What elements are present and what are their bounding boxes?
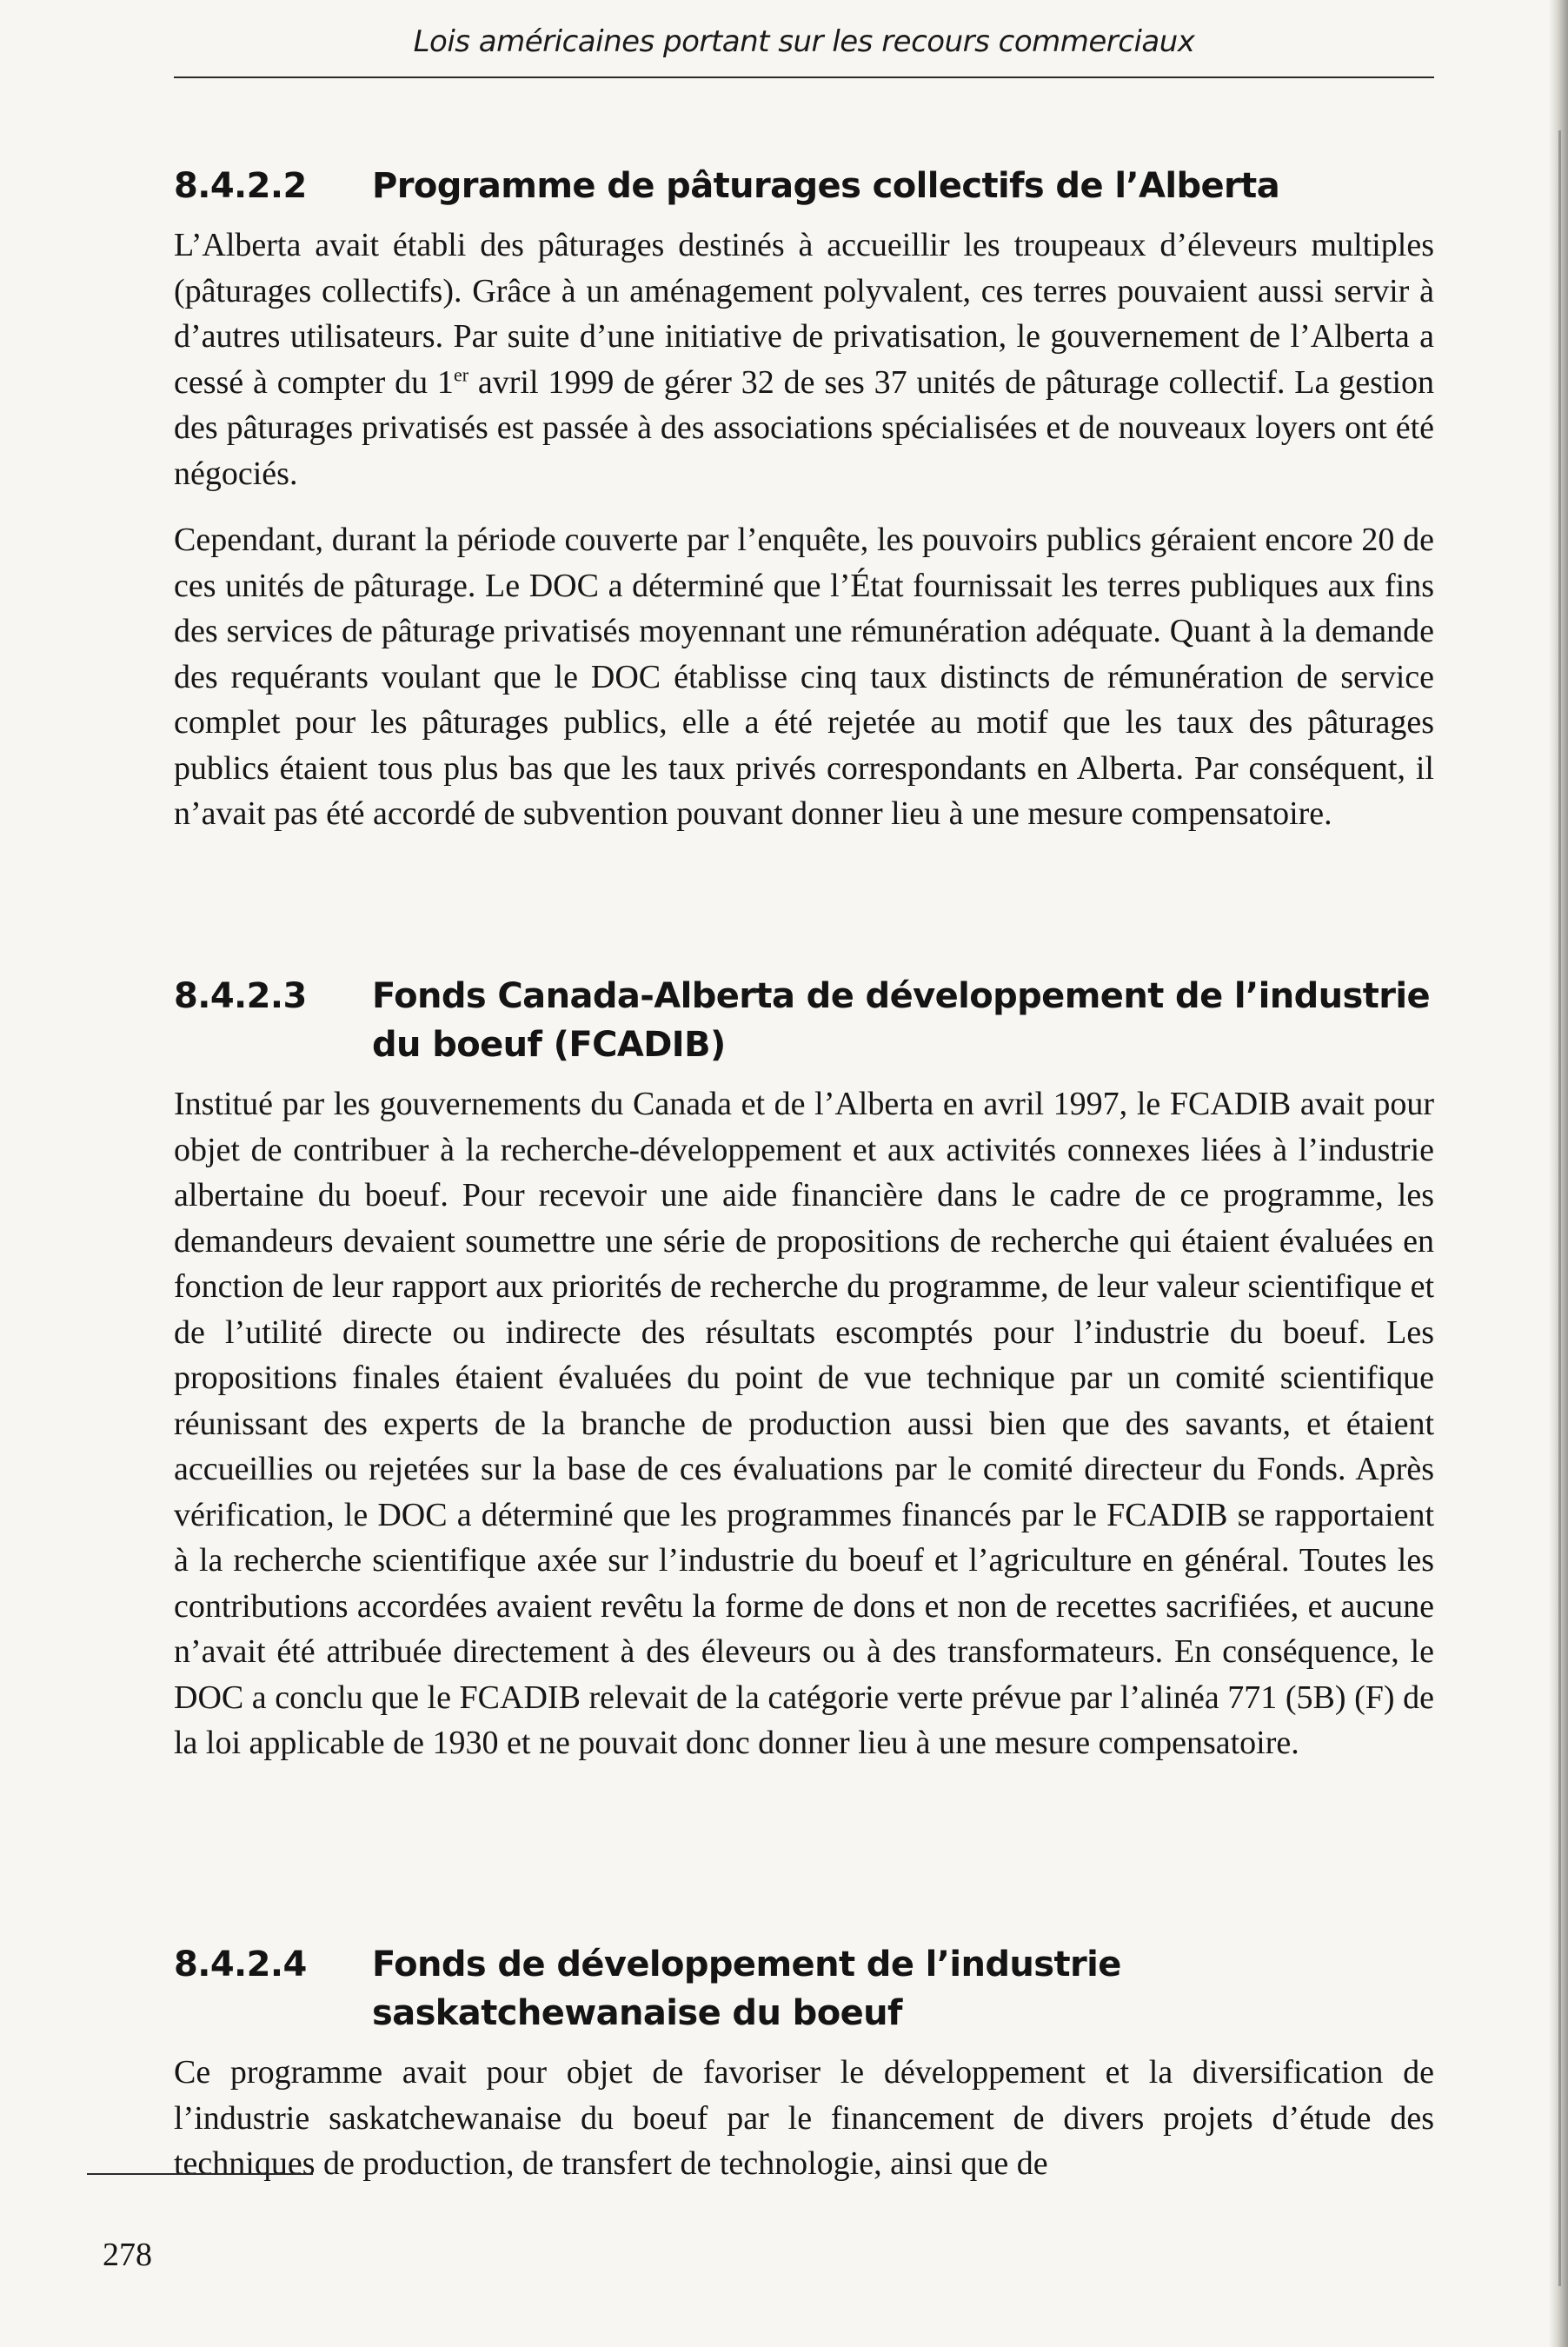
paragraph [174,223,1434,496]
section-number: 8.4.2.3 [174,976,307,1016]
paragraph: Cependant, durant la période couverte par l’enquête, les pouvoirs publics géraient encore 20 de ces unités de pâturage. Le DOC a déterminé que l’État fournissait les terres publiques aux fins des services de pâturage privatisés moyennant une rémunération adéquate. Quant à la demande des requérants voulant que le DOC établisse cinq taux distincts de rémunération de service complet pour les pâturages publics, elle a été rejetée au motif que les taux des pâturages publics étaient tous plus bas que les taux privés correspondants en Alberta. Par conséquent, il n’avait pas été accordé de subvention pouvant donner lieu à une mesure compensatoire. [174,522,1434,832]
section-8-4-2-4 [174,1940,1434,2208]
section-number: 8.4.2.2 [174,166,307,206]
paragraph: Ce programme avait pour objet de favoriser le développement et la diversification de l’industrie saskatchewanaise du boeuf par le financement de divers projets d’étude des techniques de production, de transfert de technologie, ainsi que de [174,2054,1434,2182]
section-heading [174,162,1434,210]
footnote-rule [87,2173,313,2175]
section-heading [174,972,1434,1069]
section-8-4-2-2 [174,162,1434,858]
running-header: Lois américaines portant sur les recours commerciaux [413,24,1195,59]
section-title: Fonds de développement de l’industrie saskatchewanaise du boeuf [372,1945,1121,2033]
ordinal-superscript: er [453,362,469,385]
binding-shadow-line [1558,130,1561,2286]
section-number: 8.4.2.4 [174,1945,307,1985]
page-number: 278 [103,2237,152,2273]
paragraph-text-continued: avril 1999 de gérer 32 de ses 37 unités de pâturage collectif. La gestion des pâturages privatisés est passée à des associations spécialisées et de nouveaux loyers ont été négociés. [174,363,1434,492]
paragraph: Institué par les gouvernements du Canada et de l’Alberta en avril 1997, le FCADIB avait pour objet de contribuer à la recherche-développement et aux activités connexes liées à l’industrie albertaine du boeuf. Pour recevoir une aide financière dans le cadre de ce programme, les demandeurs devaient soumettre une série de propositions de recherche qui étaient évaluées en fonction de leur rapport aux priorités de recherche du programme, de leur valeur scientifique et de l’utilité directe ou indirecte des résultats escomptés pour l’industrie du boeuf. Les propositions finales étaient évaluées du point de vue technique par un comité scientifique réunissant des experts de la branche de production aussi bien que des savants, et étaient accueillies ou rejetées sur la base de ces évaluations par le comité directeur du Fonds. Après vérification, le DOC a déterminé que les programmes financés par le FCADIB se rapportaient à la recherche scientifique axée sur l’industrie du boeuf et l’agriculture en général. Toutes les contributions accordées avaient revêtu la forme de dons et non de recettes sacrifiées, et aucune n’avait été attribuée directement à des éleveurs ou à des transformateurs. En conséquence, le DOC a conclu que le FCADIB relevait de la catégorie verte prévue par l’alinéa 771 (5B) (F) de la loi applicable de 1930 et ne pouvait donc donner lieu à une mesure compensatoire. [174,1086,1434,1761]
section-title: Fonds Canada-Alberta de développement de l’industrie du boeuf (FCADIB) [372,976,1431,1065]
section-title: Programme de pâturages collectifs de l’Alberta [372,166,1280,206]
section-8-4-2-3 [174,972,1434,1787]
paragraph-text: L’Alberta avait établi des pâturages destinés à accueillir les troupeaux d’éleveurs multiples (pâturages collectifs). Grâce à un aménagement polyvalent, ces terres pouvaient aussi servir à d’autres utilisateurs. Par suite d’une initiative de privatisation, le gouvernement de l’Alberta a cessé à compter du 1 [174,227,1434,401]
section-heading [174,1940,1434,2038]
header-rule [174,76,1434,78]
